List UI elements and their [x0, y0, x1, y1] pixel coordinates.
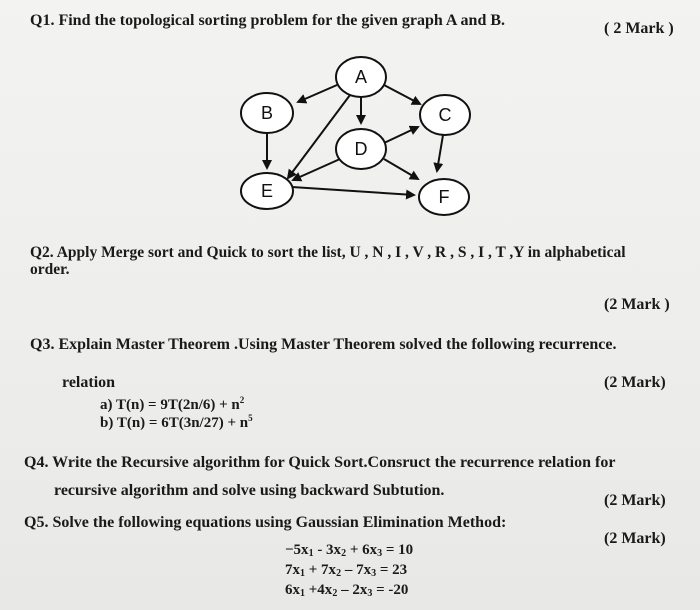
dependency-graph: [230, 55, 480, 225]
edge-d-f: [384, 159, 418, 179]
edge-a-c: [384, 85, 420, 104]
q5-equation-2: $7x_1 + 7x_2 - 7x_3 = 23$: [285, 562, 408, 579]
node-c-label: C: [438, 105, 452, 125]
q5-equation-1: $-5x_1 - 3x_2 + 6x_3 = 10$: [285, 542, 414, 559]
q5-text: Q5. Solve the following equations using Gaussian Elimination Method:: [24, 514, 507, 531]
edge-d-c: [384, 127, 418, 143]
node-d-label: D: [354, 139, 368, 159]
q2-line1: Q2. Apply Merge sort and Quick to sort the list, U , N , I , V , R , S , I , T ,Y in alphabetical: [30, 244, 626, 261]
q4-line2: recursive algorithm and solve using backward Subtution.: [54, 482, 445, 499]
q3-line2: relation: [62, 374, 116, 391]
q2-marks: (2 Mark ): [604, 296, 670, 313]
q5-equation-3: $6x_1 +4x_2 - 2x_3 = -20$: [285, 582, 409, 599]
q5-marks: (2 Mark): [604, 530, 666, 547]
node-b-label: B: [260, 103, 274, 123]
q4-line1: Q4. Write the Recursive algorithm for Quick Sort.Consruct the recurrence relation for: [24, 454, 616, 471]
q1-marks: ( 2 Mark ): [604, 20, 674, 37]
q4-marks: (2 Mark): [604, 492, 666, 509]
edge-e-f: [292, 187, 414, 195]
q2-line2: order.: [30, 261, 70, 278]
q3-recurrence-a: a) $T(n) = 9T(2n/6) + n^2$: [100, 395, 245, 413]
q3-recurrence-b: b) $T(n) = 6T(3n/27) + n^5$: [100, 413, 253, 431]
node-f-label: F: [438, 187, 450, 207]
node-a-label: A: [354, 67, 368, 87]
node-e-label: E: [260, 181, 274, 201]
q3-marks: (2 Mark): [604, 374, 666, 391]
q1-text: Q1. Find the topological sorting problem for the given graph A and B.: [30, 12, 506, 29]
q3-line1: Q3. Explain Master Theorem .Using Master Theorem solved the following recurrence.: [30, 336, 617, 353]
edge-a-b: [298, 85, 337, 102]
edge-c-f: [437, 135, 443, 171]
